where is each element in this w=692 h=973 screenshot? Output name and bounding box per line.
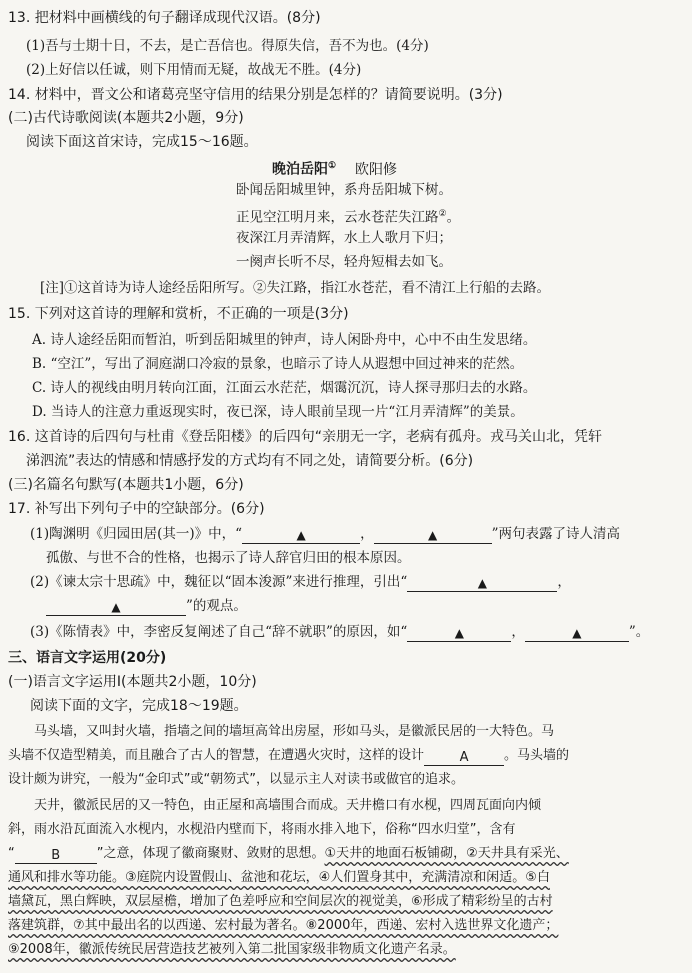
blank-triangle-icon: ▲	[454, 626, 464, 640]
question-17-item-2	[30, 572, 571, 592]
q17-2-suffix: ”的观点。	[186, 598, 247, 614]
question-13-part-2: (2)上好信以任诚，则下用情而无疑，故战无不胜。(4分)	[26, 62, 362, 78]
passage-2-wavy-segment-1: ①天井的地面石板铺砌，②天井具有采光、	[324, 846, 569, 861]
blank-triangle-icon: ▲	[572, 626, 582, 640]
passage-1-line-1: 马头墙，又叫封火墙，指墙之间的墙垣高耸出房屋，形如马头，是徽派民居的一大特色。马	[34, 724, 555, 739]
section-poetry-instruction: 阅读下面这首宋诗，完成15～16题。	[26, 134, 258, 150]
q17-1-comma: ，	[360, 526, 374, 542]
q17-2-blank-1[interactable]	[407, 574, 557, 592]
poem-line-1: 卧闻岳阳城里钟，系舟岳阳城下树。	[236, 182, 452, 198]
blank-b-label: B	[51, 848, 61, 863]
blank-triangle-icon: ▲	[296, 528, 306, 542]
passage-2-line-3	[8, 844, 569, 864]
passage-1-line-2	[8, 746, 569, 766]
question-14: 14. 材料中，晋文公和诸葛亮坚守信用的结果分别是怎样的？请简要说明。(3分)	[8, 87, 503, 103]
question-17-item-3	[30, 622, 649, 642]
blank-triangle-icon: ▲	[477, 576, 487, 590]
passage-2-line-1: 天井，徽派民居的又一特色，由正屋和高墙围合而成。天井檐口有水枧，四周瓦面向内倾	[34, 798, 542, 813]
section-recitation-heading: (三)名篇名句默写(本题共1小题，6分)	[8, 477, 244, 493]
poem-title-note-mark: ①	[328, 161, 337, 171]
q17-1-blank-2[interactable]	[374, 526, 492, 544]
q17-3-prefix: (3)《陈情表》中，李密反复阐述了自己“辞不就职”的原因，如“	[30, 624, 408, 640]
blank-a-label: A	[459, 750, 469, 765]
question-15-option-c: C. 诗人的视线由明月转向江面，江面云水茫茫，烟霭沉沉，诗人探寻那归去的水路。	[32, 380, 537, 396]
poem-line-2-note-mark: ②	[438, 209, 447, 219]
question-15: 15. 下列对这首诗的理解和赏析，不正确的一项是(3分)	[8, 306, 349, 322]
blank-triangle-icon: ▲	[111, 600, 121, 614]
question-13: 13. 把材料中画横线的句子翻译成现代汉语。(8分)	[8, 10, 321, 26]
q17-3-blank-2[interactable]	[525, 624, 629, 642]
question-15-option-d: D. 当诗人的注意力重返现实时，夜已深，诗人眼前呈现一片“江月弄清辉”的美景。	[32, 404, 524, 420]
blank-b[interactable]	[15, 846, 97, 864]
passage-2-line-5: 墙黛瓦，黑白辉映，双层屋檐，增加了色差呼应和空间层次的视觉美，⑥形成了精彩纷呈的古村	[8, 894, 553, 909]
blank-triangle-icon: ▲	[427, 528, 438, 542]
poem-line-4: 一阕声长听不尽，轻舟短楫去如飞。	[236, 254, 452, 270]
poem-line-3: 夜深江月弄清辉，水上人歌月下归；	[236, 230, 452, 246]
question-16-line-1: 16. 这首诗的后四句与杜甫《登岳阳楼》的后四句“亲朋无一字，老病有孤舟。戎马关山北，凭轩	[8, 429, 602, 445]
poem-notes: [注]①这首诗为诗人途经岳阳所写。②失江路，指江水苍茫，看不清江上行船的去路。	[40, 280, 551, 296]
passage-2-line-6: 落建筑群，⑦其中最出名的以西递、宏村最为著名。⑧2000年，西递、宏村入选世界文化遗产；	[8, 918, 559, 933]
q17-3-comma: ，	[511, 624, 525, 640]
poem-title-line	[272, 156, 397, 180]
poem-title: 晚泊岳阳	[272, 161, 328, 178]
part-three-heading: 三、语言文字运用(20分)	[8, 650, 167, 666]
question-16-line-2: 涕泗流”表达的情感和情感抒发的方式均有不同之处，请简要分析。(6分)	[26, 453, 474, 469]
question-15-option-b: B. “空江”，写出了洞庭湖口冷寂的景象，也暗示了诗人从遐想中回过神来的茫然。	[32, 356, 524, 372]
question-13-part-1: (1)吾与士期十日，不去，是亡吾信也。得原失信，吾不为也。(4分)	[26, 38, 429, 54]
poem-line-2-text: 正见空江明月来，云水苍茫失江路	[236, 209, 439, 226]
section-language-heading: (一)语言文字运用Ⅰ(本题共2小题，10分)	[8, 674, 257, 690]
q17-1-blank-1[interactable]	[242, 526, 360, 544]
passage-1-line-3: 设计颇为讲究，一般为“金印式”或“朝笏式”，以显示主人对读书或做官的追求。	[8, 772, 464, 787]
q17-2-prefix: (2)《谏太宗十思疏》中，魏征以“固本浚源”来进行推理，引出“	[30, 574, 408, 590]
q17-3-blank-1[interactable]	[407, 624, 511, 642]
q17-1-suffix: ”两句表露了诗人清高	[491, 526, 620, 542]
q17-2-blank-2[interactable]	[46, 598, 186, 616]
passage-2-line-2: 斜，雨水沿瓦面流入水枧内，水枧沿内壁而下，将雨水排入地下，俗称“四水归堂”，含有	[8, 822, 516, 837]
passage-1-line-2-text: 头墙不仅造型精美，而且融合了古人的智慧，在遭遇火灾时，这样的设计	[8, 748, 425, 763]
q17-3-suffix: ”。	[628, 624, 650, 640]
q17-2-comma: ，	[557, 574, 571, 590]
q17-1-prefix: (1)陶渊明《归园田居(其一)》中，“	[30, 526, 243, 542]
passage-2-open-quote: “	[8, 846, 15, 861]
question-15-option-a: A. 诗人途经岳阳而暂泊，听到岳阳城里的钟声，诗人闲卧舟中，心中不由生发思绪。	[32, 332, 537, 348]
question-17-item-1-cont: 孤傲、与世不合的性格，也揭示了诗人辞官归田的根本原因。	[46, 550, 411, 566]
poem-line-2	[236, 204, 460, 228]
passage-2-line-3-text: ”之意，体现了徽商聚财、敛财的思想。	[96, 846, 325, 861]
poem-author: 欧阳修	[354, 161, 397, 178]
poem-line-2-end: 。	[446, 209, 461, 226]
passage-2-line-4: 通风和排水等功能。③庭院内设置假山、盆池和花坛，④人们置身其中，充满清凉和闲适。⑤白	[8, 870, 550, 885]
passage-1-line-2-end: 。马头墙的	[504, 748, 570, 763]
section-language-instruction: 阅读下面的文字，完成18～19题。	[30, 698, 248, 714]
blank-a[interactable]	[424, 748, 504, 766]
passage-2-line-7: ⑨2008年，徽派传统民居营造技艺被列入第二批国家级非物质文化遗产名录。	[8, 942, 456, 957]
question-17: 17. 补写出下列句子中的空缺部分。(6分)	[8, 501, 265, 517]
question-17-item-1	[30, 524, 620, 544]
section-poetry-heading: (二)古代诗歌阅读(本题共2小题，9分)	[8, 110, 244, 126]
question-17-item-2-cont	[46, 596, 247, 616]
